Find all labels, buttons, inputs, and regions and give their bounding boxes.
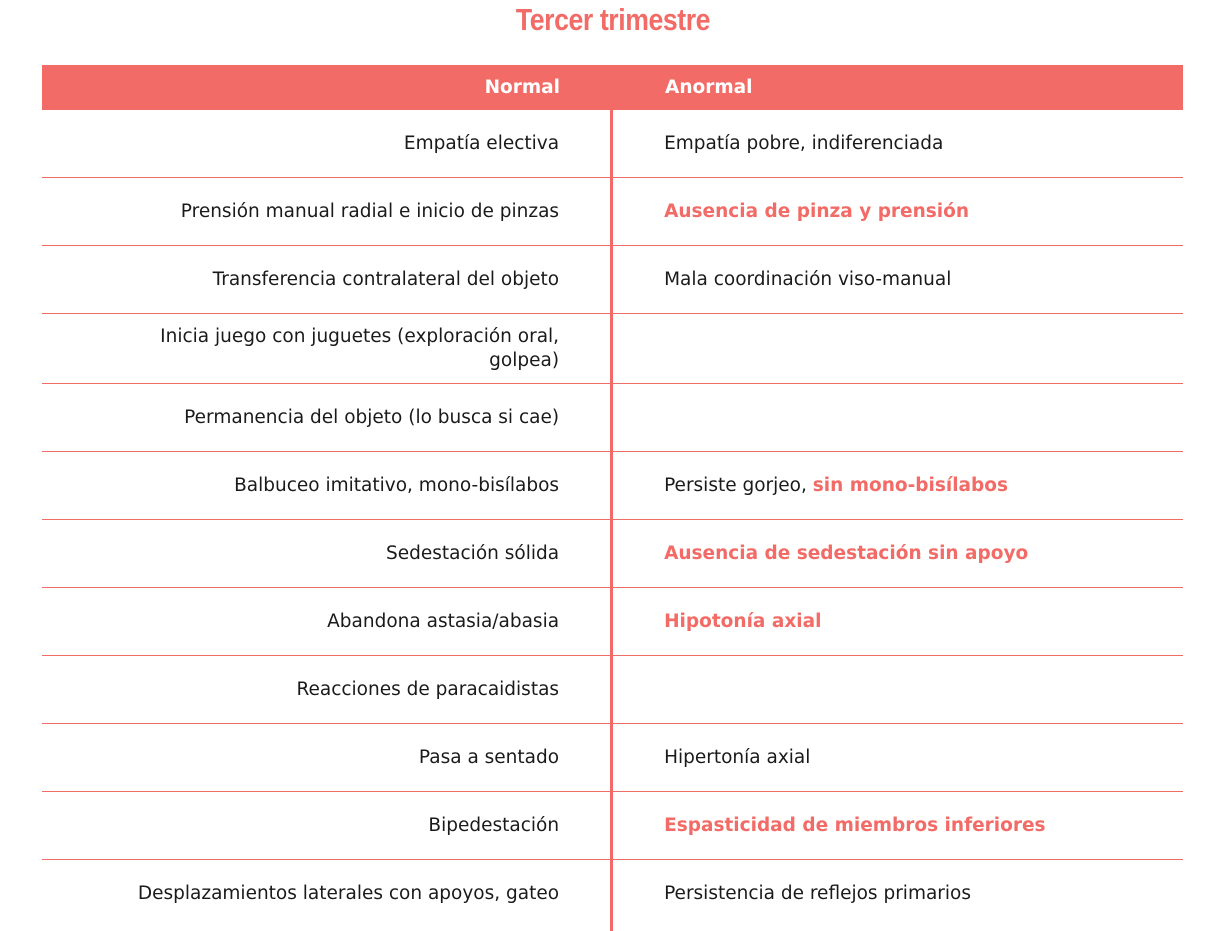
cell-anormal — [664, 746, 1183, 770]
anormal-text: Persiste gorjeo, — [664, 474, 813, 496]
cell-normal: Pasa a sentado — [418, 746, 560, 768]
cell-normal: Inicia juego con juguetes (exploración oral, golpea) — [160, 325, 560, 371]
table-header — [42, 65, 1183, 110]
cell-normal: Abandona astasia/abasia — [327, 610, 560, 632]
cell-normal: Sedestación sólida — [386, 542, 560, 564]
cell-normal: Reacciones de paracaidistas — [296, 678, 560, 700]
cell-anormal — [664, 814, 1183, 838]
page-title: Tercer trimestre — [515, 2, 711, 37]
cell-anormal — [664, 882, 1183, 906]
cell-normal: Permanencia del objeto (lo busca si cae) — [184, 406, 560, 428]
cell-anormal — [664, 200, 1183, 224]
column-header-anormal: Anormal — [665, 77, 753, 98]
column-divider — [610, 110, 613, 931]
anormal-highlight: Ausencia de pinza y prensión — [664, 200, 970, 222]
cell-anormal — [664, 474, 1183, 498]
anormal-highlight: sin mono-bisílabos — [812, 474, 1008, 496]
cell-normal: Desplazamientos laterales con apoyos, gateo — [137, 882, 560, 904]
anormal-text: Empatía pobre, indiferenciada — [664, 132, 944, 154]
cell-anormal — [664, 542, 1183, 566]
table-body — [42, 110, 1183, 927]
anormal-highlight: Espasticidad de miembros inferiores — [664, 814, 1046, 836]
cell-anormal — [664, 268, 1183, 292]
cell-normal: Prensión manual radial e inicio de pinzas — [180, 200, 560, 222]
cell-anormal — [664, 610, 1183, 634]
milestones-table — [42, 65, 1183, 927]
cell-normal: Balbuceo imitativo, mono-bisílabos — [234, 474, 560, 496]
cell-normal: Transferencia contralateral del objeto — [212, 268, 560, 290]
anormal-text: Persistencia de reflejos primarios — [664, 882, 972, 904]
anormal-highlight: Ausencia de sedestación sin apoyo — [664, 542, 1029, 564]
cell-anormal — [664, 132, 1183, 156]
anormal-text: Hipertonía axial — [664, 746, 811, 768]
anormal-highlight: Hipotonía axial — [664, 610, 822, 632]
column-header-normal: Normal — [484, 77, 560, 98]
cell-normal: Bipedestación — [428, 814, 560, 836]
cell-normal: Empatía electiva — [403, 132, 560, 154]
anormal-text: Mala coordinación viso-manual — [664, 268, 952, 290]
